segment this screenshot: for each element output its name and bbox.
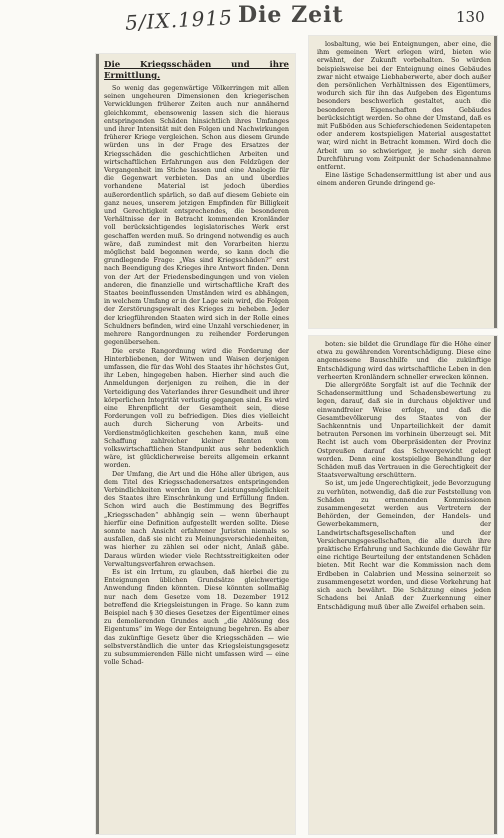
paragraph: losbaltung, wie bei Enteignungen, aber eine, die ihm gemeinen Wert erlegen wird, bieten wie erwähnt, der Zukunft vorbehalten. So würden beispielsweise bei der Enteignung eines Gebäudes zwar nicht etwaige Liebhaberwerte, aber doch außer den persönlichen Verhältnissen des Eigentümers, wodurch sich für ihn das Aufgeben des Eigentums besonders beschwerlich gestaltet, auch die besonderen Eigenschaften des Gebäudes berücksichtigt werden. So ohne der Umstand, daß es mit Fußböden aus Schieferschiedenen Seidentapeten oder anderem kostspieligen Material ausgestattet war, wird nicht in Betracht kommen. Wird doch die Arbeit um so schwieriger, je mehr sich deren Durchführung vom Zeitpunkt der Schadenannahme entfernt. <box>317 40 491 172</box>
page-number: 130 <box>456 8 485 26</box>
paragraph: Der Umfang, die Art und die Höhe aller übrigen, aus dem Titel des Kriegsschadenersatzes entspringenden Verbindlichkeiten werden in der Leistungsmöglichkeit des Staates ihre Einschränkung und Erfüllung finden. Schon wird auch die Bestimmung des Begriffes „Kriegsschaden“ abhängig sein — wenn überhaupt hierfür eine Definition aufgestellt werden sollte. Diese sonnte nach Ansicht erfahrener Juristen niemals so ausfallen, daß sie nicht zu Meinungsverschiedenheiten, was hierher zu zählen sei oder nicht, Anlaß gäbe. Daraus würden wieder viele Rechtsstreitigkeiten oder Verwaltungsverfahren erwachsen. <box>104 469 289 568</box>
paragraph: boten: sie bildet die Grundlage für die Höhe einer etwa zu gewährenden Vorentschädigung. Diese eine angemessene Bauschhilfe und die zukünftige Entschädigung wird das wirtschaftliche Leben in den verheerten Kronländern schneller erwecken können. <box>317 340 491 381</box>
clipping-left-column <box>96 54 295 834</box>
paragraph: So ist, um jede Ungerechtigkeit, jede Bevorzugung zu verhüten, notwendig, daß die zur Feststellung von Schäden zu ernennenden Kommissionen zusammengesetzt werden aus Vertretern der Behörden, der Gemeinden, der Handels- und Gewerbekammern, der Landwirtschaftsgesellschaften und der Versicherungsgesellschaften, die alle durch ihre praktische Erfahrung und Sachkunde die Gewähr für eine richtige Beurteilung der entstandenen Schäden bieten. Mit Recht war die Kommission nach dem Erdbeben in Calabrien und Messina seinerzeit so zusammengesetzt worden, und diese Vorkehrung hat sich auch bewährt. Die Schätzung eines jeden Schadens bei Anlaß der Zuerkennung einer Entschädigung muß über alle Zweifel erhaben sein. <box>317 479 491 611</box>
clipping-edge <box>96 54 99 834</box>
paragraph: Es ist ein Irrtum, zu glauben, daß hierbei die zu Enteignungen üblichen Grundsätze gleichwertige Anwendung finden könnten. Diese könnten sollmaßig nur nach dem Gesetze vom 18. Dezember 1912 betreffend die Kriegsleistungen in Frage. So kann zum Beispiel nach § 30 dieses Gesetzes der Eigentümer eines zu demolierenden Grundes auch „die Ablösung des Eigentums“ im Wege der Enteignung begehren. Es aber das zukünftige Gesetz über die Kriegsschäden — wie selbstverständlich die unter das Kriegsleistungsgesetz zu subsummierenden Fälle nicht umfassen wird — eine volle Schad- <box>104 567 289 667</box>
newspaper-name: Die Zeit <box>238 2 344 28</box>
clipping-edge <box>494 336 497 834</box>
article-title: Die Kriegsschäden und ihre Ermittlung. <box>104 60 289 81</box>
clipping-right-top <box>309 36 497 328</box>
article-column-right-bottom <box>317 340 491 611</box>
article-column-right-top <box>317 40 491 188</box>
handwritten-date: 5/IX.1915 <box>124 5 234 35</box>
paragraph: Die erste Rangordnung wird die Forderung der Hinterbliebenen, der Witwen und Waisen derjenigen umfassen, die für das Wohl des Staates ihr höchstes Gut, ihr Leben, hingegeben haben. Hierher sind auch die Anmeldungen derjenigen zu reihen, die in der Verteidigung des Vaterlandes ihrer Gesundheit und ihrer körperlichen Integrität verlustig gegangen sind. Es wird eine Ehrenpflicht der Gesamtheit sein, diese Forderungen voll zu befriedigen. Dies dies vielleicht auch durch Sicherung von Arbeits- und Verdienstmöglichkeiten geschehen kann, muß eine Schaffung zahlreicher kleiner Renten vom volkswirtschaftlichen Standpunkt aus sehr bedenklich wäre, ist glücklicherweise bereits allgemein erkannt worden. <box>104 346 289 470</box>
paragraph: So wenig das gegenwärtige Völkerringen mit allen seinen ungeheuren Dimensionen den kriegerischen Verwicklungen früherer Zeiten auch nur annähernd gleichkommt, ebensowenig lassen sich die hieraus entspringenden Schäden hinsichtlich ihres Umfanges und ihrer Intensität mit den Folgen und Nachwirkungen früherer Kriege vergleichen. Schon aus diesem Grunde würden uns in der Frage des Ersatzes der Kriegsschäden die geschichtlichen Arbeiten und wirtschaftlichen Erfahrungen aus den Feldzügen der Vergangenheit im Stiche lassen und eine Analogie für die Gegenwart verbieten. Das an und überdies vorhandene Material ist jedoch überdies außerordentlich spärlich, so daß auf diesem Gebiete ein ganz neues, unserem jetzigen Empfinden für Billigkeit und Gerechtigkeit entsprechendes, die besonderen Verhältnisse der in Betracht kommenden Kronländer voll berücksichtigendes legislatorisches Werk erst geschaffen werden muß. So dringend notwendig es auch wäre, daß zumindest mit den Vorarbeiten hierzu möglichst bald begonnen werde, so kann doch die grundlegende Frage: „Was sind Kriegsschäden?“ erst nach Beendigung des Krieges ihre Antwort finden. Denn von der Art der Friedensbedingungen und von vielen anderen, die finanzielle und wirtschaftliche Kraft des Staates beeinflussenden Umständen wird es abhängen, in welchem Umfang er in der Lage sein wird, die Folgen der Zerstörungsgewalt des Krieges zu beheben. Jeder der kriegführenden Staaten wird sich in der Rolle eines Schuldners befinden, wird eine Unzahl verschiedener, in mehrere Rangordnungen zu reihender Forderungen gegenübersehen. <box>104 84 289 347</box>
clipping-right-bottom <box>309 336 497 834</box>
clipping-edge <box>494 36 497 328</box>
paragraph: Eine lästige Schadensermittlung ist aber und aus einem anderen Grunde dringend ge- <box>317 171 491 188</box>
article-column-left <box>104 60 289 666</box>
paragraph: Die allergrößte Sorgfalt ist auf die Technik der Schadensermittlung und Schadensbewertung zu legen, darauf, daß sie in durchaus objektiver und einwandfreier Weise erfolge, und daß die Gesamtbevölkerung des Staates von der Sachkenntnis und Unparteilichkeit der damit betrauten Personen im vorhinein überzeugt sei. Mit Recht ist auch vom Oberpräsidenten der Provinz Ostpreußen darauf das Schwergewicht gelegt worden. Denn eine kostspielige Behandlung der Schäden muß das Vertrauen in die Gerechtigkeit der Staatsverwaltung erschüttern. <box>317 381 491 480</box>
